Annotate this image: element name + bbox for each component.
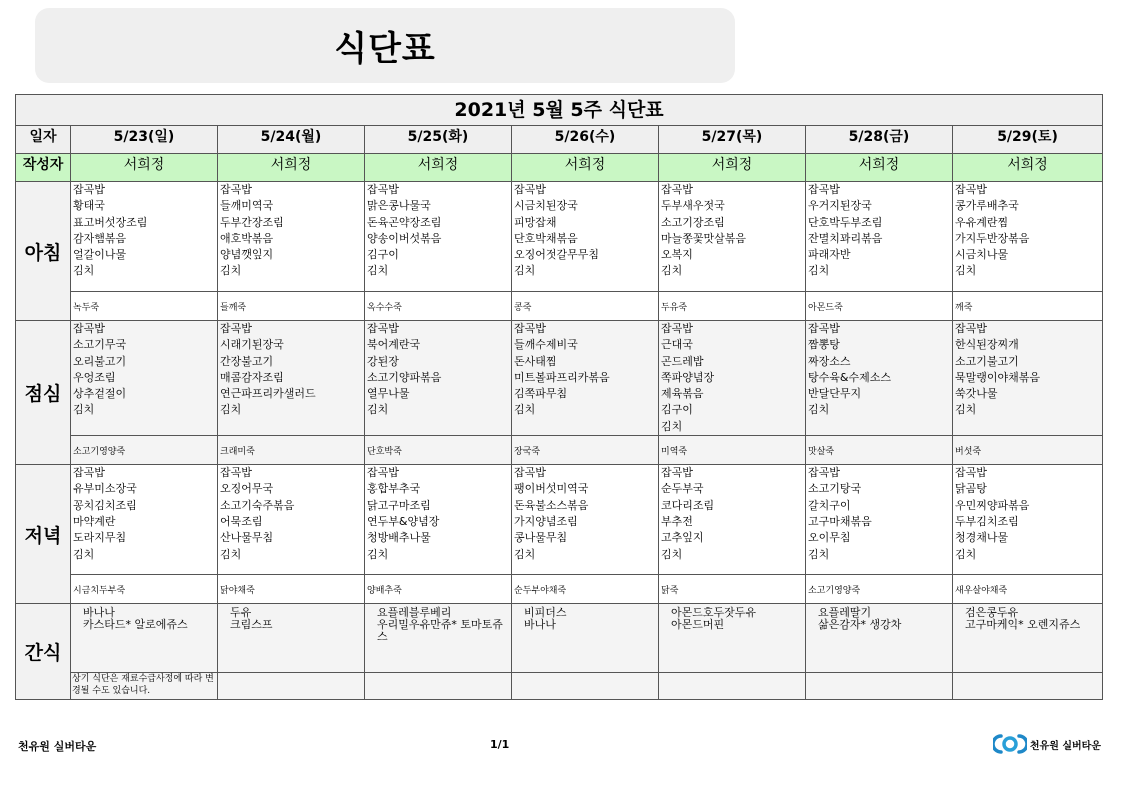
lunch-menu-cell (659, 321, 806, 436)
lunch-porridge-cell: 미역죽 (659, 436, 806, 465)
menu-item: 청방배추나물 (367, 531, 431, 545)
dinner-porridge-cell: 닭야채죽 (218, 575, 365, 604)
menu-item: 표고버섯장조림 (73, 215, 148, 229)
menu-item: 유부미소장국 (73, 482, 137, 496)
menu-item: 제육볶음 (661, 387, 704, 401)
menu-item: 돈육불소스볶음 (514, 498, 589, 512)
lunch-menu-cell (953, 321, 1103, 436)
menu-item: 소고기탕국 (808, 482, 862, 496)
menu-table (15, 94, 1103, 700)
menu-item: 팽이버섯미역국 (514, 482, 589, 496)
lunch-porridge-cell: 버섯죽 (953, 436, 1103, 465)
menu-item: 김치 (73, 403, 95, 417)
menu-item: 한식된장찌개 (955, 338, 1019, 352)
menu-item: 단호박채볶음 (514, 231, 578, 245)
page-title-box (35, 8, 735, 83)
author-cell: 서희정 (512, 154, 659, 182)
dinner-porridge-cell: 닭죽 (659, 575, 806, 604)
menu-item: 오리불고기 (73, 354, 127, 368)
lunch-porridge-cell: 단호박죽 (365, 436, 512, 465)
menu-item: 우유계란찜 (955, 215, 1009, 229)
menu-item: 꽁치김치조림 (73, 498, 137, 512)
menu-item: 김치 (808, 547, 830, 561)
menu-item: 두부김치조림 (955, 514, 1019, 528)
date-header: 5/25(화) (365, 126, 512, 154)
snack-menu-cell (953, 604, 1103, 673)
menu-item: 김치 (367, 403, 389, 417)
note-cell (659, 673, 806, 700)
menu-item: 간장불고기 (220, 354, 274, 368)
menu-item: 김치 (514, 547, 536, 561)
menu-item: 홍합부추국 (367, 482, 421, 496)
menu-item: 마늘쫑꽃맛살볶음 (661, 231, 747, 245)
menu-item: 김치 (514, 264, 536, 278)
menu-item: 양송이버섯볶음 (367, 231, 442, 245)
menu-item: 잡곡밥 (955, 183, 987, 196)
breakfast-menu-cell (512, 182, 659, 292)
menu-item: 매콤감자조림 (220, 370, 284, 384)
menu-item: 두부새우젓국 (661, 199, 725, 213)
menu-item: 김구이 (367, 248, 399, 262)
menu-item: 황태국 (73, 199, 105, 213)
menu-item: 잡곡밥 (955, 322, 987, 335)
menu-item: 요플레딸기 (818, 606, 872, 620)
dinner-porridge-cell: 양배추죽 (365, 575, 512, 604)
menu-item: 북어계란국 (367, 338, 421, 352)
breakfast-menu-cell (71, 182, 218, 292)
menu-item: 연두부&양념장 (367, 514, 440, 528)
menu-item: 잡곡밥 (661, 322, 693, 335)
menu-item: 얼갈이나물 (73, 248, 127, 262)
menu-item: 마약계란 (73, 514, 116, 528)
date-header: 5/27(목) (659, 126, 806, 154)
menu-item: 두유 (230, 606, 252, 620)
menu-item: 가지두반장볶음 (955, 231, 1030, 245)
menu-item: 잡곡밥 (661, 466, 693, 480)
author-cell: 서희정 (71, 154, 218, 182)
menu-item: 잡곡밥 (367, 322, 399, 335)
menu-item: 우엉조림 (73, 370, 116, 384)
date-header: 5/26(수) (512, 126, 659, 154)
menu-item: 소고기장조림 (661, 215, 725, 229)
date-header: 5/28(금) (806, 126, 953, 154)
dinner-porridge-cell: 소고기영양죽 (806, 575, 953, 604)
menu-item: 김치 (955, 403, 977, 417)
menu-item: 소고기무국 (73, 338, 127, 352)
table-caption: 2021년 5월 5주 식단표 (16, 95, 1103, 126)
menu-item: 아몬드머핀 (671, 618, 725, 632)
menu-item: 어묵조림 (220, 514, 263, 528)
menu-item: 김치 (661, 264, 683, 278)
note-cell (953, 673, 1103, 700)
note-cell (806, 673, 953, 700)
menu-item: 잡곡밥 (808, 466, 840, 480)
menu-item: 미트볼파프리카볶음 (514, 370, 610, 384)
lunch-porridge-cell: 맛살죽 (806, 436, 953, 465)
menu-item: 콩나물무침 (514, 531, 568, 545)
menu-item: 잡곡밥 (661, 183, 693, 196)
menu-item: 김구이 (661, 403, 693, 417)
menu-item: 김치 (367, 547, 389, 561)
menu-item: 스 (377, 630, 388, 644)
menu-item: 시래기된장국 (220, 338, 284, 352)
breakfast-porridge-cell: 깨죽 (953, 292, 1103, 321)
menu-item: 연근파프리카샐러드 (220, 387, 316, 401)
menu-item: 갈치구이 (808, 498, 851, 512)
menu-item: 닭곰탕 (955, 482, 987, 496)
menu-item: 열무나물 (367, 387, 410, 401)
menu-item: 잡곡밥 (808, 322, 840, 335)
menu-item: 단호박두부조림 (808, 215, 883, 229)
breakfast-porridge-cell: 아몬드죽 (806, 292, 953, 321)
lunch-menu-cell (365, 321, 512, 436)
breakfast-porridge-cell: 옥수수죽 (365, 292, 512, 321)
footer-page-number: 1/1 (490, 738, 510, 751)
menu-item: 소고기숙주볶음 (220, 498, 295, 512)
breakfast-menu-cell (659, 182, 806, 292)
menu-item: 김치 (661, 547, 683, 561)
logo-icon (993, 733, 1027, 755)
dinner-porridge-cell: 시금치두부죽 (71, 575, 218, 604)
footer-logo (993, 733, 1101, 755)
dinner-menu-cell (512, 465, 659, 575)
snack-menu-cell (365, 604, 512, 673)
menu-item: 요플레블루베리 (377, 606, 452, 620)
menu-item: 두부간장조림 (220, 215, 284, 229)
menu-item: 반달단무지 (808, 387, 862, 401)
menu-item: 잡곡밥 (514, 466, 546, 480)
date-header: 5/24(월) (218, 126, 365, 154)
menu-item: 카스타드* 알로에쥬스 (83, 618, 188, 632)
meal-label-breakfast: 아침 (16, 182, 71, 321)
menu-item: 김치 (73, 547, 95, 561)
dinner-menu-cell (71, 465, 218, 575)
menu-item: 도라지무침 (73, 531, 127, 545)
menu-item: 고추잎지 (661, 531, 704, 545)
menu-item: 들깨수제비국 (514, 338, 578, 352)
date-header-label: 일자 (16, 126, 71, 154)
menu-item: 탕수육&수제소스 (808, 370, 891, 384)
snack-menu-cell (806, 604, 953, 673)
menu-item: 잡곡밥 (73, 466, 105, 480)
menu-item: 순두부국 (661, 482, 704, 496)
footer-logo-text: 천유원 실버타운 (1029, 740, 1101, 752)
dinner-menu-cell (218, 465, 365, 575)
breakfast-menu-cell (218, 182, 365, 292)
snack-menu-cell (218, 604, 365, 673)
lunch-porridge-cell: 소고기영양죽 (71, 436, 218, 465)
snack-menu-cell (659, 604, 806, 673)
breakfast-porridge-cell: 녹두죽 (71, 292, 218, 321)
date-header: 5/23(일) (71, 126, 218, 154)
menu-item: 오징어무국 (220, 482, 274, 496)
menu-item: 아몬드호두잣두유 (671, 606, 757, 620)
menu-item: 바나나 (83, 606, 115, 620)
breakfast-porridge-cell: 콩죽 (512, 292, 659, 321)
dinner-menu-cell (806, 465, 953, 575)
menu-item: 김치 (808, 403, 830, 417)
lunch-menu-cell (512, 321, 659, 436)
author-cell: 서희정 (365, 154, 512, 182)
author-cell: 서희정 (806, 154, 953, 182)
menu-item: 잡곡밥 (808, 183, 840, 196)
menu-item: 부추전 (661, 514, 693, 528)
menu-item: 김치 (220, 547, 242, 561)
menu-item: 돈육곤약장조림 (367, 215, 442, 229)
menu-item: 김치 (661, 419, 683, 433)
menu-item: 쪽파양념장 (661, 370, 715, 384)
dinner-menu-cell (659, 465, 806, 575)
menu-item: 오징어젓갈무무침 (514, 248, 600, 262)
menu-item: 고구마케익* 오렌지쥬스 (965, 618, 1081, 632)
menu-item: 소고기불고기 (955, 354, 1019, 368)
lunch-porridge-cell: 장국죽 (512, 436, 659, 465)
note-cell (512, 673, 659, 700)
menu-item: 잡곡밥 (367, 466, 399, 480)
menu-item: 김치 (955, 547, 977, 561)
menu-item: 근대국 (661, 338, 693, 352)
menu-item: 맑은콩나물국 (367, 199, 431, 213)
menu-item: 김쪽파무침 (514, 387, 568, 401)
menu-item: 김치 (808, 264, 830, 278)
meal-label-snack: 간식 (16, 604, 71, 700)
menu-item: 파래자반 (808, 248, 851, 262)
menu-item: 우거지된장국 (808, 199, 872, 213)
menu-item: 감자햄볶음 (73, 231, 127, 245)
menu-item: 짬뽕탕 (808, 338, 840, 352)
menu-item: 가지양념조림 (514, 514, 578, 528)
lunch-menu-cell (806, 321, 953, 436)
menu-item: 바나나 (524, 618, 556, 632)
menu-item: 상추겉절이 (73, 387, 127, 401)
date-header: 5/29(토) (953, 126, 1103, 154)
menu-item: 잡곡밥 (514, 322, 546, 335)
menu-item: 시금치된장국 (514, 199, 578, 213)
menu-item: 소고기양파볶음 (367, 370, 442, 384)
menu-item: 김치 (220, 403, 242, 417)
menu-item: 콩가루배추국 (955, 199, 1019, 213)
author-cell: 서희정 (659, 154, 806, 182)
menu-item: 곤드레밥 (661, 354, 704, 368)
menu-item: 강된장 (367, 354, 399, 368)
menu-item: 잡곡밥 (220, 466, 252, 480)
menu-item: 묵말랭이야채볶음 (955, 370, 1041, 384)
menu-item: 우민찌양파볶음 (955, 498, 1030, 512)
menu-item: 들깨미역국 (220, 199, 274, 213)
dinner-menu-cell (953, 465, 1103, 575)
breakfast-menu-cell (365, 182, 512, 292)
menu-item: 오복지 (661, 248, 693, 262)
menu-item: 쑥갓나물 (955, 387, 998, 401)
menu-item: 우리밀우유만쥬* 토마토쥬 (377, 618, 503, 632)
dinner-porridge-cell: 새우살야채죽 (953, 575, 1103, 604)
menu-item: 김치 (955, 264, 977, 278)
lunch-porridge-cell: 크래미죽 (218, 436, 365, 465)
note-cell (365, 673, 512, 700)
author-header-label: 작성자 (16, 154, 71, 182)
menu-item: 잡곡밥 (367, 183, 399, 196)
footer-org-name: 천유원 실버타운 (18, 740, 97, 753)
author-cell: 서희정 (953, 154, 1103, 182)
menu-item: 돈사태찜 (514, 354, 557, 368)
menu-item: 오이무침 (808, 531, 851, 545)
lunch-menu-cell (218, 321, 365, 436)
menu-item: 잡곡밥 (73, 183, 105, 196)
menu-item: 시금치나물 (955, 248, 1009, 262)
menu-item: 고구마채볶음 (808, 514, 872, 528)
menu-item: 크림스프 (230, 618, 273, 632)
menu-item: 비피더스 (524, 606, 567, 620)
author-cell: 서희정 (218, 154, 365, 182)
note-cell: 상기 식단은 재료수급사정에 따라 변경될 수도 있습니다. (71, 673, 218, 700)
menu-item: 산나물무침 (220, 531, 274, 545)
menu-item: 김치 (367, 264, 389, 278)
breakfast-porridge-cell: 두유죽 (659, 292, 806, 321)
meal-label-lunch: 점심 (16, 321, 71, 465)
page-title: 식단표 (334, 29, 436, 69)
menu-item: 김치 (73, 264, 95, 278)
menu-item: 잡곡밥 (514, 183, 546, 196)
dinner-porridge-cell: 순두부야채죽 (512, 575, 659, 604)
menu-item: 잡곡밥 (220, 183, 252, 196)
menu-item: 코다리조림 (661, 498, 715, 512)
menu-item: 잡곡밥 (955, 466, 987, 480)
menu-item: 애호박볶음 (220, 231, 274, 245)
menu-item: 김치 (220, 264, 242, 278)
menu-item: 청경채나물 (955, 531, 1009, 545)
menu-item: 양념깻잎지 (220, 248, 274, 262)
menu-item: 삶은감자* 생강차 (818, 618, 902, 632)
menu-item: 잔멸치꽈리볶음 (808, 231, 883, 245)
snack-menu-cell (512, 604, 659, 673)
menu-item: 검은콩두유 (965, 606, 1019, 620)
dinner-menu-cell (365, 465, 512, 575)
note-cell (218, 673, 365, 700)
meal-label-dinner: 저녁 (16, 465, 71, 604)
menu-item: 잡곡밥 (220, 322, 252, 335)
menu-item: 피망잡채 (514, 215, 557, 229)
menu-item: 닭고구마조림 (367, 498, 431, 512)
lunch-menu-cell (71, 321, 218, 436)
menu-item: 짜장소스 (808, 354, 851, 368)
menu-item: 잡곡밥 (73, 322, 105, 335)
snack-menu-cell (71, 604, 218, 673)
breakfast-porridge-cell: 들깨죽 (218, 292, 365, 321)
menu-item: 김치 (514, 403, 536, 417)
breakfast-menu-cell (953, 182, 1103, 292)
breakfast-menu-cell (806, 182, 953, 292)
